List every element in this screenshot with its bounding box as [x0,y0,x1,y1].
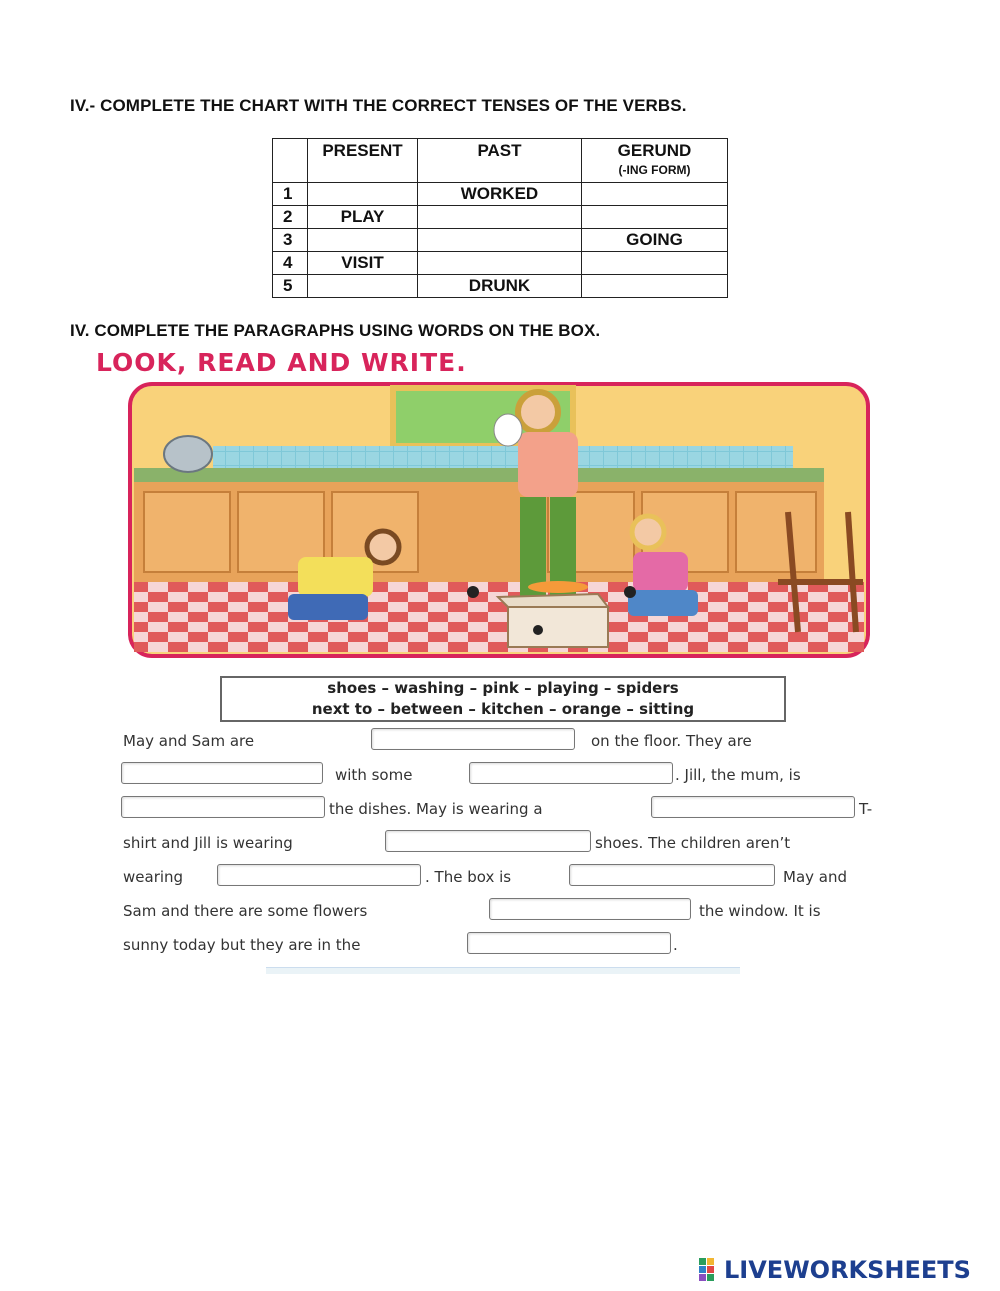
answer-blank-1[interactable] [371,728,575,750]
paragraph-text: on the floor. They are [591,732,752,750]
answer-blank-2[interactable] [121,762,323,784]
paragraph-text: shoes. The children aren’t [595,834,791,852]
answer-blank-4[interactable] [121,796,325,818]
cell-present[interactable] [308,275,418,298]
paragraph-line-4 [123,830,883,856]
cell-past[interactable] [418,252,582,275]
section-2-title: IV. COMPLETE THE PARAGRAPHS USING WORDS ON THE BOX. [70,321,601,340]
cell-past: DRUNK [418,275,582,298]
cell-present[interactable] [308,229,418,252]
cell-past[interactable] [418,229,582,252]
header-number-cell [273,139,308,183]
paragraph-text: shirt and Jill is wearing [123,834,293,852]
paragraph-text: with some [335,766,413,784]
paragraph-line-5 [123,864,883,890]
cell-gerund[interactable] [582,252,728,275]
row-number: 2 [273,206,308,229]
answer-blank-3[interactable] [469,762,673,784]
paragraph-text: sunny today but they are in the [123,936,361,954]
kettle-shape [164,436,212,472]
paragraph-text: May and Sam are [123,732,255,750]
header-present: PRESENT [308,139,418,183]
paragraph-text: wearing [123,868,184,886]
paragraph-line-2 [123,762,883,788]
header-past: PAST [418,139,582,183]
header-gerund-note: (-ING FORM) [618,163,691,177]
cell-past[interactable] [418,206,582,229]
cardboard-box [498,594,608,647]
section-1-title: IV.- COMPLETE THE CHART WITH THE CORRECT TENSES OF THE VERBS. [70,96,687,115]
word-bank-line-1: shoes – washing – pink – playing – spiders [327,679,679,697]
header-gerund-label: GERUND [617,141,692,160]
answer-blank-7[interactable] [217,864,421,886]
paragraph-text: . The box is [425,868,512,886]
cell-gerund[interactable] [582,206,728,229]
paragraph-text: May and [783,868,847,886]
liveworksheets-logo [698,1256,971,1284]
logo-blocks-icon [698,1257,724,1283]
paragraph-line-6 [123,898,883,924]
table-row [273,252,728,275]
tiled-floor [134,582,864,652]
counter-top [134,468,824,482]
logo-text: LIVEWORKSHEETS [724,1256,971,1284]
answer-blank-6[interactable] [385,830,591,852]
paragraph-text: the window. It is [699,902,821,920]
answer-blank-5[interactable] [651,796,855,818]
cell-present: VISIT [308,252,418,275]
paragraph-line-1 [123,728,883,754]
answer-blank-8[interactable] [569,864,775,886]
answer-blank-10[interactable] [467,932,671,954]
cell-gerund[interactable] [582,183,728,206]
chart-header-row [273,139,728,183]
paragraph-text: T- [859,800,873,818]
cell-present: PLAY [308,206,418,229]
paragraph-text: . Jill, the mum, is [675,766,801,784]
paragraph-text: Sam and there are some flowers [123,902,368,920]
row-number: 4 [273,252,308,275]
row-number: 5 [273,275,308,298]
look-read-write-banner: LOOK, READ AND WRITE. [96,348,467,377]
plate-shape [528,581,588,593]
row-number: 3 [273,229,308,252]
verb-tense-chart [272,138,728,298]
answer-blank-9[interactable] [489,898,691,920]
paragraph-text: . [673,936,678,954]
row-number: 1 [273,183,308,206]
cell-past: WORKED [418,183,582,206]
kitchen-illustration [128,382,870,658]
word-bank-line-2: next to – between – kitchen – orange – sitting [311,700,695,718]
table-row [273,229,728,252]
paragraph-line-3 [123,796,883,822]
header-gerund [582,139,728,183]
cell-gerund: GOING [582,229,728,252]
paragraph-line-7 [123,932,883,958]
paragraph-text: the dishes. May is wearing a [329,800,543,818]
backsplash [213,446,793,468]
cell-present[interactable] [308,183,418,206]
word-bank-box [220,676,786,722]
divider-bar [266,967,740,974]
table-row [273,275,728,298]
cell-gerund[interactable] [582,275,728,298]
table-row [273,206,728,229]
table-row [273,183,728,206]
